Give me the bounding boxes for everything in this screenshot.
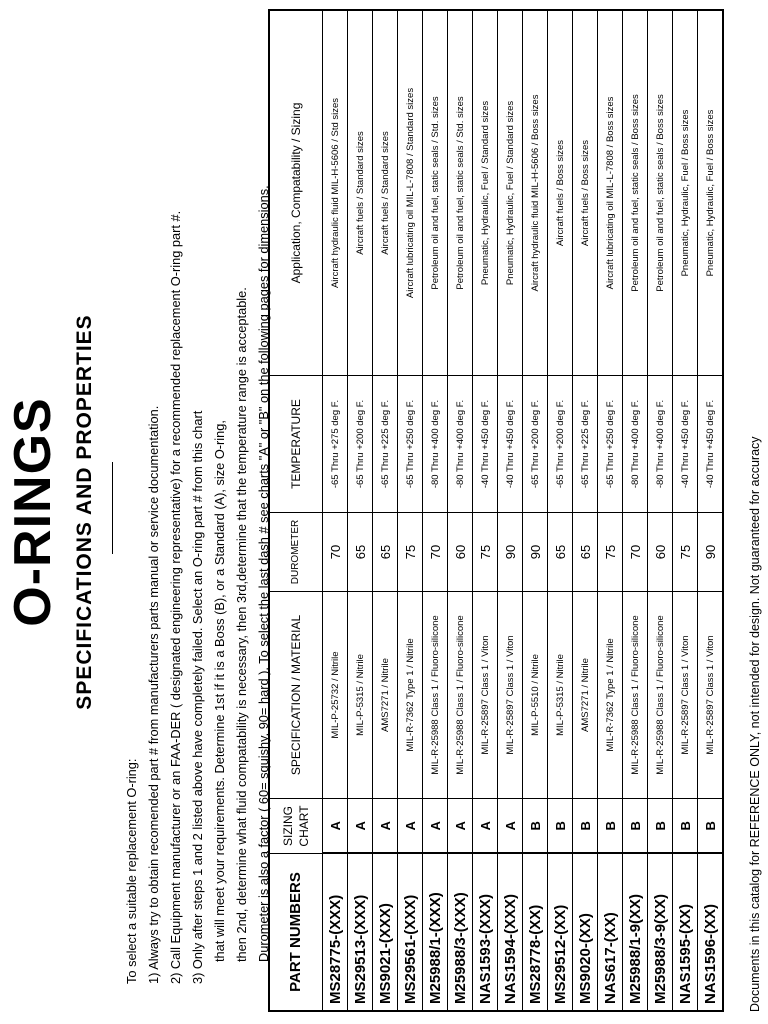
cell-temperature: -65 Thru +200 deg F. bbox=[548, 376, 573, 513]
cell-specification: MIL-R-25988 Class 1 / Fluoro-silicone bbox=[423, 592, 448, 799]
table-row bbox=[623, 10, 648, 1011]
cell-temperature: -40 Thru +450 deg F. bbox=[698, 376, 724, 513]
cell-part-number: MS29512-(XX) bbox=[548, 854, 573, 1012]
instructions-step-3-cont-3: Durometer is also a factor ( 60= squishy, 90= hard ). To select the last dash # see charts "A" or "B" on the following pages for dimensions. bbox=[256, 185, 271, 962]
header-application: Application, Compatability / Sizing bbox=[269, 10, 323, 376]
cell-application: Aircraft lubricating oil MIL-L-7808 / Boss sizes bbox=[598, 10, 623, 376]
cell-temperature: -80 Thru +400 deg F. bbox=[448, 376, 473, 513]
cell-sizing-chart: B bbox=[523, 799, 548, 854]
cell-sizing-chart: B bbox=[623, 799, 648, 854]
cell-durometer: 65 bbox=[348, 513, 373, 592]
instructions-step-1: 1) Always try to obtain recomended part # from manufacturers parts manual or service documentation. bbox=[146, 405, 161, 984]
cell-durometer: 65 bbox=[573, 513, 598, 592]
table-row bbox=[448, 10, 473, 1011]
cell-specification: MIL-R-25897 Class 1 / Viton bbox=[498, 592, 523, 799]
cell-sizing-chart: B bbox=[548, 799, 573, 854]
cell-part-number: M25988/3-(XXX) bbox=[448, 854, 473, 1012]
table-row bbox=[323, 10, 348, 1011]
instructions-block bbox=[121, 4, 275, 984]
cell-part-number: MS29561-(XXX) bbox=[398, 854, 423, 1012]
cell-temperature: -80 Thru +400 deg F. bbox=[623, 376, 648, 513]
cell-temperature: -65 Thru +250 deg F. bbox=[398, 376, 423, 513]
cell-durometer: 70 bbox=[623, 513, 648, 592]
cell-specification: MIL-R-7362 Type 1 / Nitrile bbox=[398, 592, 423, 799]
cell-temperature: -65 Thru +225 deg F. bbox=[373, 376, 398, 513]
cell-part-number: NAS1594-(XXX) bbox=[498, 854, 523, 1012]
cell-sizing-chart: A bbox=[373, 799, 398, 854]
cell-durometer: 65 bbox=[373, 513, 398, 592]
header-sizing-label: SIZING bbox=[281, 806, 295, 847]
table-row bbox=[348, 10, 373, 1011]
cell-durometer: 75 bbox=[473, 513, 498, 592]
cell-part-number: MS28775-(XXX) bbox=[323, 854, 348, 1012]
table-row bbox=[548, 10, 573, 1011]
header-chart-label: CHART bbox=[297, 805, 311, 847]
cell-specification: MIL-P-25732 / Nitrile bbox=[323, 592, 348, 799]
table-body bbox=[323, 10, 724, 1011]
cell-durometer: 90 bbox=[523, 513, 548, 592]
cell-temperature: -40 Thru +450 deg F. bbox=[473, 376, 498, 513]
cell-durometer: 60 bbox=[648, 513, 673, 592]
cell-sizing-chart: A bbox=[498, 799, 523, 854]
cell-temperature: -40 Thru +450 deg F. bbox=[498, 376, 523, 513]
cell-part-number: MS9021-(XXX) bbox=[373, 854, 398, 1012]
cell-sizing-chart: B bbox=[673, 799, 698, 854]
cell-application: Petroleum oil and fuel, static seals / Std. sizes bbox=[448, 10, 473, 376]
header-specification: SPECIFICATION / MATERIAL bbox=[269, 592, 323, 799]
cell-durometer: 65 bbox=[548, 513, 573, 592]
table-row bbox=[498, 10, 523, 1011]
cell-part-number: NAS1593-(XXX) bbox=[473, 854, 498, 1012]
table-row bbox=[398, 10, 423, 1011]
cell-temperature: -65 Thru +225 deg F. bbox=[573, 376, 598, 513]
cell-application: Aircraft fuels / Standard sizes bbox=[348, 10, 373, 376]
cell-application: Aircraft lubricating oil MIL-L-7808 / Standard sizes bbox=[398, 10, 423, 376]
cell-specification: MIL-R-25897 Class 1 / Viton bbox=[673, 592, 698, 799]
cell-temperature: -80 Thru +400 deg F. bbox=[648, 376, 673, 513]
cell-application: Aircraft fuels / Standard sizes bbox=[373, 10, 398, 376]
table-row bbox=[423, 10, 448, 1011]
cell-specification: MIL-R-25988 Class 1 / Fluoro-silicone bbox=[648, 592, 673, 799]
cell-application: Aircraft fuels / Boss sizes bbox=[548, 10, 573, 376]
cell-part-number: MS28778-(XX) bbox=[523, 854, 548, 1012]
table-row bbox=[573, 10, 598, 1011]
table-header-row bbox=[269, 10, 323, 1011]
cell-specification: MIL-P-5315 / Nitrile bbox=[348, 592, 373, 799]
instructions-intro: To select a suitable replacement O-ring: bbox=[124, 758, 139, 984]
instructions-step-2: 2) Call Equipment manufacturer or an FAA-DER ( designated engineering representative) for a recommended replacement O-ring part #. bbox=[168, 210, 183, 984]
cell-sizing-chart: B bbox=[598, 799, 623, 854]
cell-specification: MIL-R-7362 Type 1 / Nitrile bbox=[598, 592, 623, 799]
cell-application: Pneumatic, Hydraulic, Fuel / Boss sizes bbox=[698, 10, 724, 376]
cell-durometer: 90 bbox=[698, 513, 724, 592]
cell-application: Petroleum oil and fuel, static seals / Std. sizes bbox=[423, 10, 448, 376]
cell-application: Aircraft fuels / Boss sizes bbox=[573, 10, 598, 376]
page-subtitle: SPECIFICATIONS AND PROPERTIES bbox=[73, 314, 96, 710]
cell-sizing-chart: A bbox=[398, 799, 423, 854]
instructions-step-3-cont-1: that will meet your requirements. Determine 1st if it is a Boss (B), or a Standard (A), size O-ring, bbox=[212, 420, 227, 962]
cell-specification: MIL-R-25988 Class 1 / Fluoro-silicone bbox=[623, 592, 648, 799]
cell-specification: AMS7271 / Nitrile bbox=[573, 592, 598, 799]
cell-specification: AMS7271 / Nitrile bbox=[373, 592, 398, 799]
table-row bbox=[373, 10, 398, 1011]
table-row bbox=[523, 10, 548, 1011]
cell-durometer: 70 bbox=[423, 513, 448, 592]
subtitle-divider bbox=[112, 462, 113, 554]
cell-sizing-chart: A bbox=[323, 799, 348, 854]
cell-temperature: -65 Thru +200 deg F. bbox=[348, 376, 373, 513]
cell-sizing-chart: A bbox=[448, 799, 473, 854]
instructions-step-3-cont-2: then 2nd, determine what fluid compatability is necessary, then 3rd,determine that the temperature range is acceptable. bbox=[234, 287, 249, 962]
cell-durometer: 60 bbox=[448, 513, 473, 592]
cell-temperature: -65 Thru +250 deg F. bbox=[598, 376, 623, 513]
cell-durometer: 75 bbox=[398, 513, 423, 592]
header-durometer: DUROMETER bbox=[269, 513, 323, 592]
header-temperature: TEMPERATURE bbox=[269, 376, 323, 513]
cell-specification: MIL-R-25988 Class 1 / Fluoro-silicone bbox=[448, 592, 473, 799]
cell-durometer: 75 bbox=[673, 513, 698, 592]
o-ring-spec-table bbox=[268, 9, 724, 1012]
cell-sizing-chart: B bbox=[698, 799, 724, 854]
table-row bbox=[673, 10, 698, 1011]
cell-part-number: NAS1595-(XX) bbox=[673, 854, 698, 1012]
cell-part-number: M25988/1-(XXX) bbox=[423, 854, 448, 1012]
disclaimer-footer: Documents in this catalog for REFERENCE ONLY, not intended for design. Not guaranteed for accuracy bbox=[748, 436, 762, 1012]
cell-application: Pneumatic, Hydraulic, Fuel / Boss sizes bbox=[673, 10, 698, 376]
cell-specification: MIL-P-5315 / Nitrile bbox=[548, 592, 573, 799]
cell-specification: MIL-R-25897 Class 1 / Viton bbox=[473, 592, 498, 799]
table-row bbox=[648, 10, 673, 1011]
cell-application: Pneumatic, Hydraulic, Fuel / Standard sizes bbox=[473, 10, 498, 376]
cell-sizing-chart: B bbox=[648, 799, 673, 854]
cell-application: Aircraft hydraulic fluid MIL-H-5606 / Std sizes bbox=[323, 10, 348, 376]
cell-part-number: MS29513-(XXX) bbox=[348, 854, 373, 1012]
cell-durometer: 70 bbox=[323, 513, 348, 592]
cell-sizing-chart: A bbox=[423, 799, 448, 854]
cell-application: Petroleum oil and fuel, static seals / Boss sizes bbox=[623, 10, 648, 376]
cell-application: Petroleum oil and fuel, static seals / Boss sizes bbox=[648, 10, 673, 376]
cell-part-number: MS9020-(XX) bbox=[573, 854, 598, 1012]
cell-application: Pneumatic, Hydraulic, Fuel / Standard sizes bbox=[498, 10, 523, 376]
cell-part-number: M25988/3-9(XX) bbox=[648, 854, 673, 1012]
cell-temperature: -40 Thru +450 deg F. bbox=[673, 376, 698, 513]
cell-sizing-chart: A bbox=[348, 799, 373, 854]
page-title: O-RINGS bbox=[4, 397, 62, 627]
cell-part-number: NAS617-(XX) bbox=[598, 854, 623, 1012]
cell-temperature: -65 Thru +275 deg F. bbox=[323, 376, 348, 513]
cell-temperature: -80 Thru +400 deg F. bbox=[423, 376, 448, 513]
table-row bbox=[698, 10, 724, 1011]
cell-sizing-chart: A bbox=[473, 799, 498, 854]
cell-sizing-chart: B bbox=[573, 799, 598, 854]
cell-application: Aircraft hydraulic fluid MIL-H-5606 / Boss sizes bbox=[523, 10, 548, 376]
cell-durometer: 75 bbox=[598, 513, 623, 592]
cell-temperature: -65 Thru +200 deg F. bbox=[523, 376, 548, 513]
cell-specification: MIL-P-5510 / Nitrile bbox=[523, 592, 548, 799]
cell-durometer: 90 bbox=[498, 513, 523, 592]
header-sizing-chart bbox=[269, 799, 323, 854]
table-row bbox=[473, 10, 498, 1011]
cell-part-number: M25988/1-9(XX) bbox=[623, 854, 648, 1012]
cell-specification: MIL-R-25897 Class 1 / Viton bbox=[698, 592, 724, 799]
instructions-step-3: 3) Only after steps 1 and 2 listed above have completely failed. Select an O-ring part # from this chart bbox=[190, 410, 205, 984]
cell-part-number: NAS1596-(XX) bbox=[698, 854, 724, 1012]
table-row bbox=[598, 10, 623, 1011]
header-part-numbers: PART NUMBERS bbox=[269, 854, 323, 1012]
